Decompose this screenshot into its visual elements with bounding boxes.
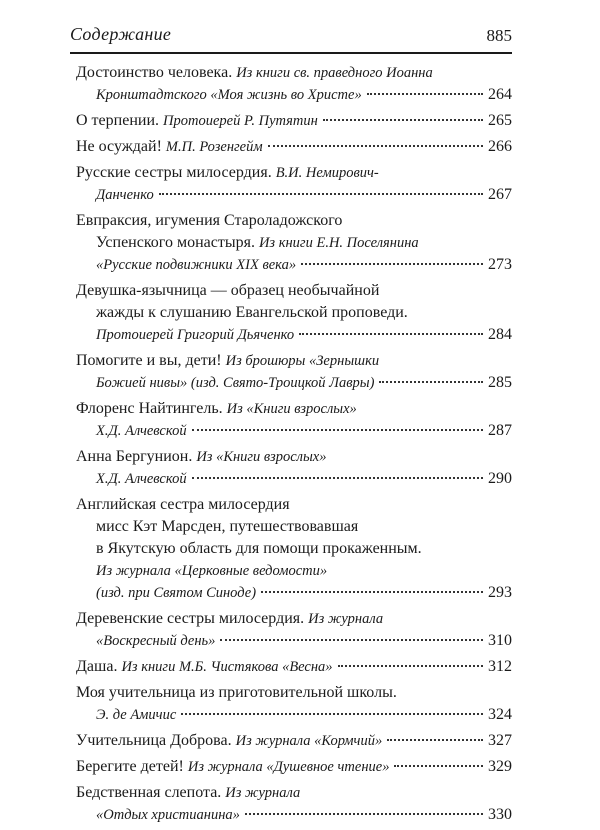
toc-line <box>76 704 512 726</box>
source-text: Из книги Е.Н. Поселянина <box>258 235 419 251</box>
toc-line-text <box>96 84 362 106</box>
toc-line <box>76 324 512 346</box>
toc-line <box>76 210 512 232</box>
toc-line-text <box>96 704 176 726</box>
toc-entry <box>76 782 512 826</box>
toc-entry <box>76 136 512 158</box>
title-text: Не осуждай! <box>76 138 166 155</box>
toc-line <box>76 184 512 206</box>
toc-line-text <box>96 184 154 206</box>
toc-line-text <box>96 630 215 652</box>
entry-page-number: 330 <box>488 806 512 823</box>
title-text: Бедственная слепота. <box>76 784 226 801</box>
toc-line <box>76 608 512 630</box>
source-text: Из журнала «Кормчий» <box>235 733 383 749</box>
toc-line <box>76 302 512 324</box>
toc-line-text <box>76 352 379 369</box>
header-title: Содержание <box>70 24 172 44</box>
toc-line <box>76 516 512 538</box>
toc-line-text <box>76 756 389 778</box>
entry-page-number: 293 <box>488 584 512 601</box>
toc-line-text <box>76 110 318 132</box>
source-text: Э. де Амичис <box>96 707 177 723</box>
toc-line <box>76 782 512 804</box>
toc-line <box>76 398 512 420</box>
source-text: Из «Книги взрослых» <box>226 401 357 417</box>
title-text: Помогите и вы, дети! <box>76 352 226 369</box>
toc-line-text <box>76 784 300 801</box>
toc-entry <box>76 756 512 778</box>
toc-line <box>76 62 512 84</box>
title-text: Русские сестры милосердия. <box>76 164 276 181</box>
dot-leader <box>192 477 483 479</box>
toc-line-text <box>76 448 326 465</box>
dot-leader <box>367 93 483 95</box>
source-text: «Отдых христианина» <box>96 807 240 823</box>
entry-page-number: 310 <box>488 632 512 649</box>
toc-line <box>76 756 512 778</box>
entry-page-number: 287 <box>488 422 512 439</box>
toc-line-text <box>76 282 379 299</box>
toc-line-text <box>96 582 256 604</box>
source-text: «Воскресный день» <box>96 633 216 649</box>
toc-entry <box>76 162 512 206</box>
source-text: М.П. Розенгейм <box>165 139 263 155</box>
toc-line <box>76 372 512 394</box>
toc-line-text <box>96 540 422 557</box>
toc-line-text <box>76 610 383 627</box>
toc-line-text <box>76 64 433 81</box>
running-header <box>70 22 512 52</box>
toc-line <box>76 730 512 752</box>
toc-line-text <box>76 164 379 181</box>
entry-page-number: 329 <box>488 758 512 775</box>
entry-page-number: 284 <box>488 326 512 343</box>
toc-entry <box>76 280 512 346</box>
title-text: Евпраксия, игумения Староладожского <box>76 212 343 229</box>
toc-entry <box>76 656 512 678</box>
toc-line <box>76 232 512 254</box>
toc-line-text <box>76 730 382 752</box>
toc-line <box>76 254 512 276</box>
entry-page-number: 285 <box>488 374 512 391</box>
source-text: «Русские подвижники XIX века» <box>96 257 297 273</box>
title-text: Девушка-язычница — образец необычайной <box>76 282 380 299</box>
source-text: Данченко <box>96 187 154 203</box>
toc-line-text <box>96 372 374 394</box>
toc-line-text <box>96 304 408 321</box>
source-text: Из «Книги взрослых» <box>196 449 327 465</box>
toc-entry <box>76 730 512 752</box>
source-text: Из книги М.Б. Чистякова «Весна» <box>121 659 333 675</box>
source-text: Х.Д. Алчевской <box>96 471 187 487</box>
entry-page-number: 265 <box>488 112 512 129</box>
dot-leader <box>379 381 483 383</box>
toc-line <box>76 682 512 704</box>
toc-line <box>76 804 512 826</box>
toc-entry <box>76 62 512 106</box>
dot-leader <box>268 145 483 147</box>
title-text: Берегите детей! <box>76 758 188 775</box>
toc-entry <box>76 110 512 132</box>
title-text: мисс Кэт Марсден, путешествовавшая <box>96 518 359 535</box>
title-text: жажды к слушанию Евангельской проповеди. <box>96 304 408 321</box>
dot-leader <box>159 193 483 195</box>
source-text: Из журнала <box>225 785 301 801</box>
title-text: Учительница Доброва. <box>76 732 236 749</box>
dot-leader <box>220 639 483 641</box>
table-of-contents <box>76 62 512 830</box>
entry-page-number: 327 <box>488 732 512 749</box>
toc-entry <box>76 608 512 652</box>
toc-line-text <box>96 254 296 276</box>
source-text: Протоиерей Р. Путятин <box>163 113 318 129</box>
dot-leader <box>192 429 483 431</box>
entry-page-number: 264 <box>488 86 512 103</box>
source-text: Протоиерей Григорий Дьяченко <box>96 327 295 343</box>
dot-leader <box>387 739 483 741</box>
source-text: (изд. при Святом Синоде) <box>96 585 257 601</box>
toc-line-text <box>76 656 333 678</box>
toc-line <box>76 656 512 678</box>
toc-entry <box>76 210 512 276</box>
toc-line-text <box>76 212 342 229</box>
source-text: Из журнала «Церковные ведомости» <box>96 563 328 579</box>
source-text: Х.Д. Алчевской <box>96 423 187 439</box>
header-page-number: 885 <box>486 26 512 45</box>
title-text: Успенского монастыря. <box>96 234 259 251</box>
toc-line <box>76 560 512 582</box>
toc-line <box>76 350 512 372</box>
dot-leader <box>245 813 483 815</box>
source-text: Из брошюры «Зернышки <box>225 353 380 369</box>
toc-entry <box>76 494 512 604</box>
toc-line-text <box>96 562 327 579</box>
source-text: Из журнала «Душевное чтение» <box>187 759 390 775</box>
toc-line-text <box>96 518 358 535</box>
toc-line-text <box>76 136 263 158</box>
toc-line <box>76 84 512 106</box>
toc-line-text <box>96 324 294 346</box>
header-rule <box>70 52 512 54</box>
dot-leader <box>338 665 483 667</box>
title-text: Английская сестра милосердия <box>76 496 290 513</box>
toc-line <box>76 280 512 302</box>
source-text: Из журнала <box>308 611 384 627</box>
dot-leader <box>323 119 483 121</box>
toc-line-text <box>76 684 397 701</box>
toc-entry <box>76 398 512 442</box>
source-text: Божией нивы» (изд. Свято-Троицкой Лавры) <box>96 375 375 391</box>
dot-leader <box>261 591 483 593</box>
toc-line <box>76 494 512 516</box>
entry-page-number: 324 <box>488 706 512 723</box>
title-text: в Якутскую область для помощи прокаженным. <box>96 540 422 557</box>
toc-line-text <box>96 234 419 251</box>
toc-line-text <box>76 496 290 513</box>
toc-line <box>76 446 512 468</box>
title-text: О терпении. <box>76 112 163 129</box>
title-text: Анна Бергунион. <box>76 448 197 465</box>
entry-page-number: 312 <box>488 658 512 675</box>
source-text: В.И. Немирович- <box>275 165 379 181</box>
entry-page-number: 266 <box>488 138 512 155</box>
dot-leader <box>299 333 483 335</box>
entry-page-number: 267 <box>488 186 512 203</box>
dot-leader <box>181 713 483 715</box>
entry-page-number: 273 <box>488 256 512 273</box>
source-text: Кронштадтского «Моя жизнь во Христе» <box>96 87 362 103</box>
toc-entry <box>76 446 512 490</box>
toc-line <box>76 136 512 158</box>
toc-line <box>76 420 512 442</box>
source-text: Из книги св. праведного Иоанна <box>236 65 433 81</box>
dot-leader <box>301 263 483 265</box>
toc-line-text <box>76 400 357 417</box>
toc-line <box>76 162 512 184</box>
title-text: Флоренс Найтингель. <box>76 400 227 417</box>
toc-line-text <box>96 804 240 826</box>
title-text: Моя учительница из приготовительной школы. <box>76 684 397 701</box>
dot-leader <box>394 765 483 767</box>
entry-page-number: 290 <box>488 470 512 487</box>
title-text: Даша. <box>76 658 122 675</box>
toc-line <box>76 110 512 132</box>
toc-entry <box>76 350 512 394</box>
toc-line <box>76 538 512 560</box>
toc-line-text <box>96 420 187 442</box>
toc-line <box>76 630 512 652</box>
toc-entry <box>76 682 512 726</box>
title-text: Деревенские сестры милосердия. <box>76 610 309 627</box>
toc-line-text <box>96 468 187 490</box>
title-text: Достоинство человека. <box>76 64 237 81</box>
toc-line <box>76 582 512 604</box>
toc-line <box>76 468 512 490</box>
